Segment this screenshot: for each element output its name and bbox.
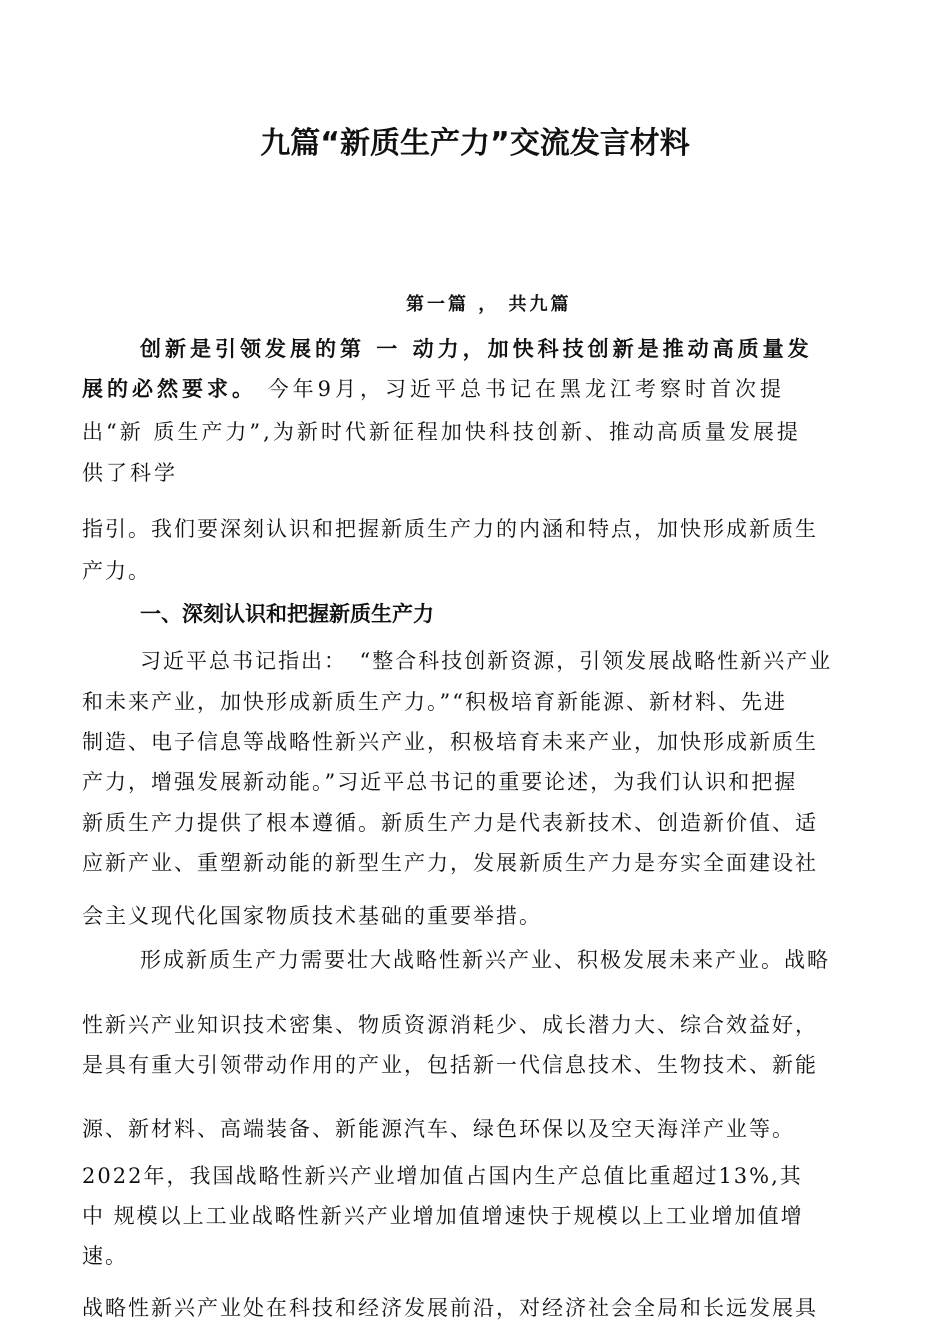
paragraph-4-line-7: 速。 [82,1244,128,1268]
paragraph-3-line-5: 新质生产力提供了根本遵循。新质生产力是代表新技术、创造新价值、适 [82,811,818,835]
document-subtitle: 第一篇 ， 共九篇 [406,294,572,315]
paragraph-1-bold-text: 创新是引领发展的第 一 动力，加快科技创新是推动高质量发 [140,337,813,361]
paragraph-4-line-2: 性新兴产业知识技术密集、物质资源消耗少、成长潜力大、综合效益好， [82,1013,818,1037]
paragraph-1-line-2 [82,374,785,404]
paragraph-3-line-2: 和未来产业，加快形成新质生产力。”“积极培育新能源、新材料、先进 [82,690,787,714]
paragraph-4-line-3: 是具有重大引领带动作用的产业，包括新一代信息技术、生物技术、新能 [82,1053,818,1077]
paragraph-1-line-1 [140,334,813,364]
paragraph-1-text: 今年9月，习近平总书记在黑龙江考察时首次提 [257,377,786,401]
paragraph-1-bold-lead: 展的必然要求。 [82,377,257,401]
paragraph-4-line-6: 中 规模以上工业战略性新兴产业增加值增速快于规模以上工业增加值增 [82,1204,804,1228]
paragraph-1-line-4: 供了科学 [82,461,178,485]
paragraph-3-line-7: 会主义现代化国家物质技术基础的重要举措。 [82,904,542,928]
paragraph-3-line-3: 制造、电子信息等战略性新兴产业，积极培育未来产业，加快形成新质生 [82,730,818,754]
paragraph-5-line-1: 战略性新兴产业处在科技和经济发展前沿，对经济社会全局和长远发展具 [82,1296,818,1320]
paragraph-1-line-3: 出“新 质生产力”,为新时代新征程加快科技创新、推动高质量发展提 [82,420,801,444]
section-heading-1: 一、深刻认识和把握新质生产力 [140,602,434,626]
paragraph-4-line-5: 2022年，我国战略性新兴产业增加值占国内生产总值比重超过13%,其 [82,1164,803,1188]
paragraph-3-line-4: 产力，增强发展新动能。”习近平总书记的重要论述，为我们认识和把握 [82,770,798,794]
paragraph-2-line-2: 产力。 [82,559,151,583]
paragraph-4-line-4: 源、新材料、高端装备、新能源汽车、绿色环保以及空天海洋产业等。 [82,1117,795,1141]
paragraph-4-line-1: 形成新质生产力需要壮大战略性新兴产业、积极发展未来产业。战略 [140,948,830,972]
paragraph-2-line-1: 指引。我们要深刻认识和把握新质生产力的内涵和特点，加快形成新质生 [82,517,818,541]
paragraph-3-line-1: 习近平总书记指出： “整合科技创新资源，引领发展战略性新兴产业 [140,649,833,673]
document-title: 九篇“新质生产力”交流发言材料 [260,126,690,161]
paragraph-3-line-6: 应新产业、重塑新动能的新型生产力，发展新质生产力是夯实全面建设社 [82,851,818,875]
